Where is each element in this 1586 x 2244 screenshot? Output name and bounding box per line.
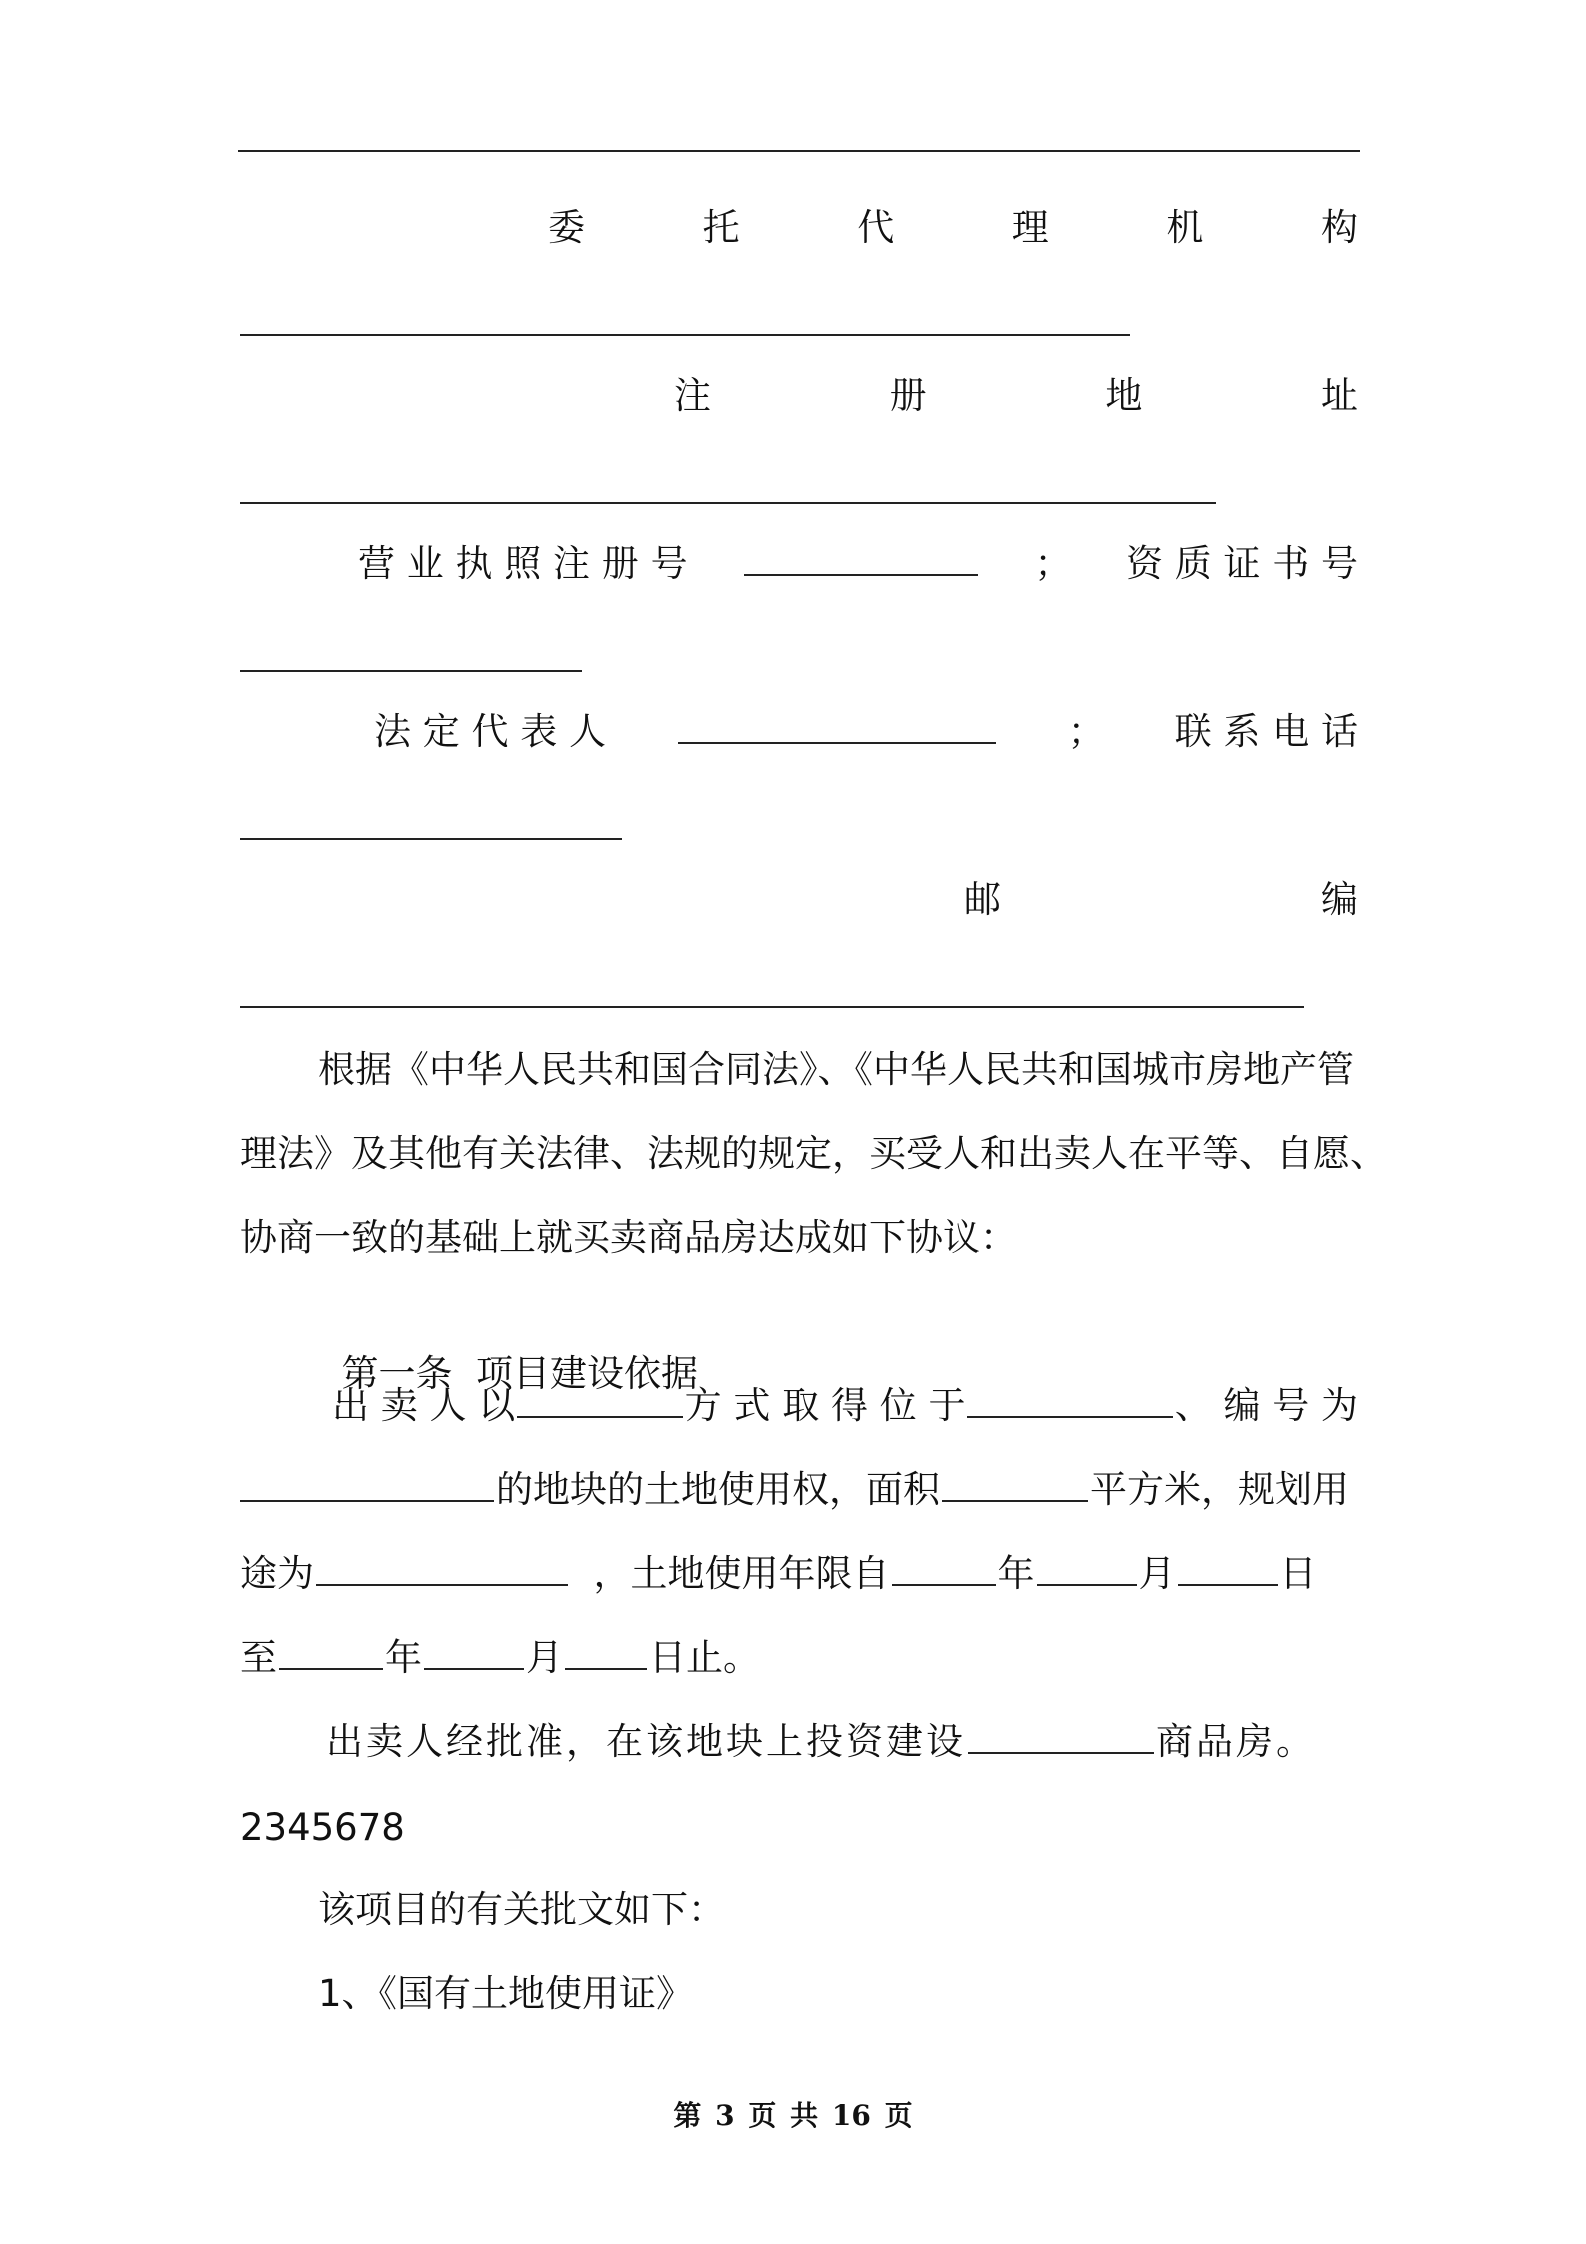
intro-text: 理法》及其他有关法律、法规的规定，买受人和出卖人在平等、自愿、	[240, 1132, 1387, 1175]
phone-label: 联 系 电 话	[1174, 710, 1358, 753]
text-to: 至	[240, 1636, 277, 1679]
article-line-5	[326, 1716, 1358, 1768]
text-approved: 出卖人经批准，在该地块上投资建设	[326, 1720, 966, 1763]
agency-blank[interactable]	[240, 334, 1130, 336]
location-blank[interactable]	[967, 1386, 1172, 1418]
text-use: 途为	[240, 1552, 314, 1595]
address-blank[interactable]	[240, 502, 1216, 504]
header-rule	[238, 150, 1360, 152]
to-year-blank[interactable]	[279, 1638, 383, 1670]
license-separator: ；	[1034, 542, 1072, 585]
cert-label: 资 质 证 书 号	[1125, 542, 1358, 585]
text-seller: 出 卖 人 以	[332, 1384, 516, 1427]
phone-blank[interactable]	[240, 838, 622, 840]
address-char: 地	[1105, 374, 1143, 417]
from-month-blank[interactable]	[1037, 1554, 1137, 1586]
intro-text: 协商一致的基础上就买卖商品房达成如下协议：	[240, 1216, 1017, 1259]
postcode-row	[964, 874, 1358, 926]
legal-separator: ；	[1067, 710, 1105, 753]
cert-blank[interactable]	[240, 670, 582, 672]
from-year-blank[interactable]	[892, 1554, 996, 1586]
postcode-blank[interactable]	[240, 1006, 1304, 1008]
text-year: 年	[385, 1636, 422, 1679]
article-line-4	[240, 1632, 1358, 1684]
text-number: 、 编 号 为	[1174, 1384, 1358, 1427]
article-title: 第一条 项目建设依据	[341, 1352, 699, 1395]
legal-blank[interactable]	[678, 712, 996, 744]
address-char: 册	[889, 374, 927, 417]
license-row	[358, 538, 1358, 590]
to-month-blank[interactable]	[424, 1638, 524, 1670]
legal-label: 法 定 代 表 人	[374, 710, 607, 753]
project-blank[interactable]	[968, 1722, 1154, 1754]
text-commercial-housing: 商品房。	[1156, 1720, 1316, 1763]
area-blank[interactable]	[942, 1470, 1088, 1502]
agency-char: 构	[1320, 206, 1358, 249]
license-label: 营 业 执 照 注 册 号	[358, 542, 688, 585]
article-line-1	[332, 1380, 1358, 1432]
intro-line-3	[240, 1212, 1358, 1264]
address-char: 址	[1320, 374, 1358, 417]
license-blank[interactable]	[744, 544, 978, 576]
intro-text: 根据《中华人民共和国合同法》、《中华人民共和国城市房地产管	[318, 1048, 1354, 1091]
article-line-3	[240, 1548, 1358, 1600]
number-line	[240, 1802, 1358, 1854]
agency-char: 托	[702, 206, 740, 249]
approvals-line	[318, 1884, 1358, 1936]
to-day-blank[interactable]	[565, 1638, 647, 1670]
text-month: 月	[1138, 1552, 1176, 1595]
agency-char: 委	[548, 206, 585, 249]
approval-item-text: 1、《国有土地使用证》	[318, 1972, 694, 2015]
text-month: 月	[526, 1636, 563, 1679]
plot-number-blank[interactable]	[240, 1470, 494, 1502]
address-label-row	[674, 370, 1358, 422]
acquire-method-blank[interactable]	[517, 1386, 682, 1418]
address-char: 注	[674, 374, 711, 417]
legal-row	[374, 706, 1358, 758]
text-sqm: 平方米，规划用	[1090, 1468, 1349, 1511]
text-land-use-right: 的地块的土地使用权，面积	[496, 1468, 940, 1511]
text-located: 方 式 取 得 位 于	[684, 1384, 966, 1427]
approvals-text: 该项目的有关批文如下：	[318, 1888, 725, 1931]
agency-label-row	[548, 202, 1358, 254]
text-year: 年	[997, 1552, 1035, 1595]
text-term-from: ，土地使用年限自	[593, 1552, 890, 1595]
intro-line-2	[240, 1128, 1387, 1180]
text-day-end: 日止。	[649, 1636, 760, 1679]
text-day: 日	[1279, 1552, 1317, 1595]
from-day-blank[interactable]	[1178, 1554, 1278, 1586]
number-text: 2345678	[240, 1806, 405, 1849]
approval-item-1	[318, 1968, 1358, 2020]
agency-char: 机	[1166, 206, 1204, 249]
postcode-char: 邮	[964, 878, 1001, 921]
postcode-char: 编	[1321, 878, 1358, 921]
agency-char: 代	[857, 206, 895, 249]
agency-char: 理	[1011, 206, 1049, 249]
page-number: 第 3 页 共 16 页	[673, 2099, 913, 2132]
intro-line-1	[318, 1044, 1358, 1096]
article-line-2	[240, 1464, 1358, 1516]
use-blank[interactable]	[316, 1554, 568, 1586]
